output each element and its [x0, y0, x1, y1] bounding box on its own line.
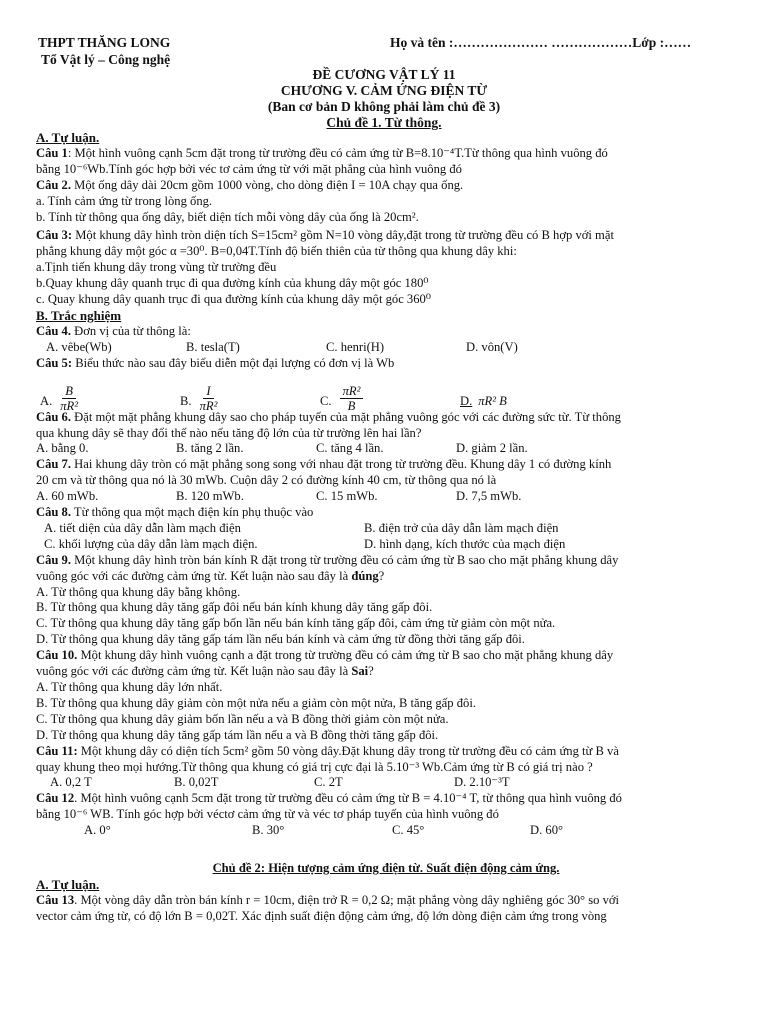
topic-title: Chủ đề 1. Từ thông. [326, 115, 442, 130]
section-heading: A. Tự luận. [36, 876, 100, 892]
question-text: vuông góc với các đường cảm ứng từ. Kết luận nào sau đây là Sai? [36, 664, 374, 679]
question-text: Đơn vị của từ thông là: [71, 323, 191, 338]
question-1 [36, 146, 736, 162]
option-a [40, 383, 180, 413]
question-8 [36, 505, 736, 521]
options-row [36, 537, 736, 553]
formula: πR² B [478, 393, 507, 408]
question-text: Một khung dây hình tròn diện tích S=15cm² gồm N=10 vòng dây,đặt trong từ trường đều có B hợp với mặt [72, 228, 614, 243]
question-text: Hai khung dây tròn có mặt phẳng song song với nhau đặt trong từ trường đều. Khung dây 1 có đường kính [71, 457, 612, 472]
question-11 [36, 744, 736, 760]
option-d: D. 2.10⁻³T [454, 775, 510, 790]
option-c: C. 2T [314, 775, 343, 790]
question-text: . Một vòng dây dẫn tròn bán kính r = 10cm, điện trở R = 0,2 Ω; mặt phẳng vòng dây nghiêng góc 30° so với [74, 892, 620, 907]
question-label: Câu 4. [36, 323, 71, 338]
option-a: A. Từ thông qua khung dây lớn nhất. [36, 680, 223, 694]
option-b: B. Từ thông qua khung dây tăng gấp đôi nếu bán kính khung dây tăng gấp đôi. [36, 600, 433, 615]
option-c: C. Từ thông qua khung dây giảm bốn lần nếu a và B đồng thời giảm còn một nửa. [36, 711, 449, 726]
denominator: B [347, 398, 356, 413]
question-10 [36, 648, 736, 664]
question-text: quay khung theo mọi hướng.Từ thông qua khung có giá trị cực đại là 5.10⁻³ Wb.Cảm ứng từ B có giá trị nào ? [36, 759, 593, 774]
option-c: C. tăng 4 lần. [316, 441, 384, 456]
option-a: A. 60 mWb. [36, 489, 99, 504]
question-part: b.Quay khung dây quanh trục đi qua đường kính của khung dây một góc 180⁰ [36, 276, 429, 291]
question-text: : Một hình vuông cạnh 5cm đặt trong từ trường đều có cảm ứng từ B=8.10⁻⁴T.Từ thông qua hình vuông đó [67, 145, 608, 160]
document-body [36, 130, 736, 925]
section-heading: B. Trắc nghiệm [36, 307, 122, 323]
department-name: Tổ Vật lý – Công nghệ [41, 52, 171, 67]
question-text: bằng 10⁻⁶Wb.Tính góc hợp bởi véc tơ cảm ứng từ với mặt phẳng của hình vuông đó [36, 161, 462, 176]
document-header [38, 35, 728, 67]
option-c [320, 383, 460, 413]
denominator: πR² [60, 398, 79, 413]
question-label: Câu 8. [36, 505, 71, 520]
fraction [340, 384, 364, 413]
formula-options [36, 372, 736, 413]
question-7 [36, 457, 736, 473]
option-c: C. Từ thông qua khung dây tăng gấp bốn lần nếu bán kính tăng gấp đôi, cảm ứng từ giảm còn một nửa. [36, 616, 556, 631]
option-a: A. bằng 0. [36, 441, 89, 456]
fraction [200, 384, 218, 413]
numerator: πR² [340, 384, 364, 399]
option-letter: D. [460, 393, 473, 408]
question-text: Một khung dây có diện tích 5cm² gồm 50 vòng dây.Đặt khung dây trong từ trường đều có cảm ứng từ B và [77, 743, 619, 758]
option-a: A. vêbe(Wb) [46, 339, 112, 354]
question-text-part: vuông góc với các đường cảm ứng từ. Kết luận nào sau đây là [36, 568, 352, 583]
option-a: A. tiết diện của dây dẫn làm mạch điện [44, 520, 241, 535]
numerator: I [203, 384, 213, 399]
question-part: a.Tịnh tiến khung dây trong vùng từ trường đều [36, 260, 277, 275]
question-label: Câu 12 [36, 791, 75, 806]
question-9 [36, 553, 736, 569]
option-letter: A. [40, 393, 53, 408]
option-c: C. khối lượng của dây dẫn làm mạch điện. [44, 536, 258, 551]
question-text: vuông góc với các đường cảm ứng từ. Kết luận nào sau đây là đúng? [36, 568, 385, 583]
question-text: phẳng khung dây một góc α =30⁰. B=0,04T.Tính độ biến thiên của từ thông qua khung dây khi: [36, 244, 517, 259]
question-text: Một ống dây dài 20cm gồm 1000 vòng, cho dòng điện I = 10A chạy qua ống. [71, 177, 464, 192]
question-part: b. Tính từ thông qua ống dây, biết diện tích mỗi vòng dây của ống là 20cm². [36, 209, 419, 224]
option-c: C. 45° [392, 823, 425, 838]
student-info-line: Họ và tên :………………… ………………Lớp :…… [390, 35, 692, 50]
option-b: B. điện trở của dây dẫn làm mạch điện [364, 520, 559, 535]
question-label: Câu 5: [36, 355, 73, 370]
section-heading: A. Tự luận. [36, 130, 100, 145]
option-b: B. 0,02T [174, 775, 219, 790]
options-row [36, 489, 736, 505]
question-12 [36, 791, 736, 807]
question-text: vector cảm ứng từ, có độ lớn B = 0,02T. Xác định suất điện động cảm ứng, độ lớn dòng điện cảm ứng trong vòng [36, 908, 607, 923]
question-text: . Một hình vuông cạnh 5cm đặt trong từ trường đều có cảm ứng từ B = 4.10⁻⁴ T, từ thông qua hình vuông đó [74, 791, 622, 806]
topic-2-title [36, 861, 736, 877]
question-text: Đặt một mặt phẳng khung dây sao cho pháp tuyến của mặt phẳng vuông góc với các đường sức từ. Từ thông [71, 409, 621, 424]
chapter-title: CHƯƠNG V. CẢM ỨNG ĐIỆN TỪ [280, 83, 488, 98]
topic-title: Chủ đề 2: Hiện tượng cảm ứng điện từ. Suất điện động cảm ứng. [212, 861, 560, 876]
option-c: C. henri(H) [326, 339, 385, 354]
question-text: Biểu thức nào sau đây biểu diễn một đại lượng có đơn vị là Wb [72, 355, 395, 370]
question-text: Một khung dây hình vuông cạnh a đặt trong từ trường đều có cảm ứng từ B sao cho mặt phẳng khung dây [77, 648, 614, 663]
option-d: D. vôn(V) [466, 339, 518, 354]
option-b [180, 383, 320, 413]
question-text: qua khung dây sẽ thay đổi thế nào nếu tăng độ lớn của từ trường lên hai lần? [36, 425, 422, 440]
document-title: ĐỀ CƯƠNG VẬT LÝ 11 [312, 67, 456, 82]
option-a: A. Từ thông qua khung dây bằng không. [36, 584, 241, 599]
options-row [36, 340, 736, 356]
option-a: A. 0,2 T [50, 775, 92, 790]
fraction [60, 384, 78, 413]
option-b: B. tăng 2 lần. [176, 441, 244, 456]
options-row [36, 775, 736, 791]
title-block [0, 67, 768, 131]
options-row [36, 823, 736, 839]
question-2 [36, 178, 736, 194]
option-d: D. hình dạng, kích thước của mạch điện [364, 536, 566, 551]
option-d: D. Từ thông qua khung dây tăng gấp tám lần nếu a và B đồng thời tăng gấp đôi. [36, 727, 439, 742]
question-label: Câu 1 [36, 145, 68, 160]
question-text: bằng 10⁻⁶ WB. Tính góc hợp bởi véctơ cảm ứng từ và véc tơ pháp tuyến của hình vuông đó [36, 807, 499, 822]
question-4 [36, 324, 736, 340]
question-text-part: vuông góc với các đường cảm ứng từ. Kết luận nào sau đây là [36, 664, 352, 679]
question-label: Câu 3: [36, 228, 73, 243]
question-text: 20 cm và từ thông qua nó là 30 mWb. Cuộn dây 2 có đường kính 40 cm, từ thông qua nó là [36, 473, 497, 488]
denominator: πR² [199, 398, 218, 413]
option-b: B. 120 mWb. [176, 489, 244, 504]
option-d: D. Từ thông qua khung dây tăng gấp tám lần nếu bán kính và cảm ứng từ đồng thời tăng gấp đôi. [36, 632, 525, 647]
question-label: Câu 9. [36, 552, 71, 567]
question-13 [36, 893, 736, 909]
option-letter: B. [180, 393, 192, 408]
option-c: C. 15 mWb. [316, 489, 378, 504]
question-label: Câu 2. [36, 177, 71, 192]
question-5 [36, 356, 736, 372]
question-6 [36, 410, 736, 426]
option-d: D. 60° [530, 823, 564, 838]
question-3 [36, 228, 736, 244]
question-text: Từ thông qua một mạch điện kín phụ thuộc vào [71, 505, 314, 520]
option-d: D. giảm 2 lần. [456, 441, 528, 456]
question-label: Câu 6. [36, 409, 71, 424]
question-part: a. Tính cảm ứng từ trong lòng ống. [36, 193, 213, 208]
question-label: Câu 11: [36, 743, 78, 758]
question-label: Câu 13 [36, 892, 75, 907]
question-label: Câu 10. [36, 648, 78, 663]
question-part: c. Quay khung dây quanh trục đi qua đường kính của khung dây một góc 360⁰ [36, 292, 431, 307]
scope-note: (Ban cơ bản D không phải làm chủ đề 3) [267, 99, 501, 114]
school-name: THPT THĂNG LONG [38, 35, 171, 50]
options-row [36, 441, 736, 457]
option-d [460, 394, 600, 410]
option-b: B. Từ thông qua khung dây giảm còn một nửa nếu a giảm còn một nửa, B tăng gấp đôi. [36, 695, 476, 710]
option-b: B. 30° [252, 823, 285, 838]
question-keyword: Sai [351, 664, 369, 679]
question-text: Một khung dây hình tròn bán kính R đặt trong từ trường đều có cảm ứng từ B sao cho mặt phẳng khung dây [71, 552, 619, 567]
question-label: Câu 7. [36, 457, 71, 472]
numerator: B [62, 384, 76, 399]
options-row [36, 521, 736, 537]
question-keyword: đúng [351, 568, 379, 583]
option-b: B. tesla(T) [186, 339, 240, 354]
option-d: D. 7,5 mWb. [456, 489, 522, 504]
option-letter: C. [320, 393, 332, 408]
option-a: A. 0° [84, 823, 111, 838]
